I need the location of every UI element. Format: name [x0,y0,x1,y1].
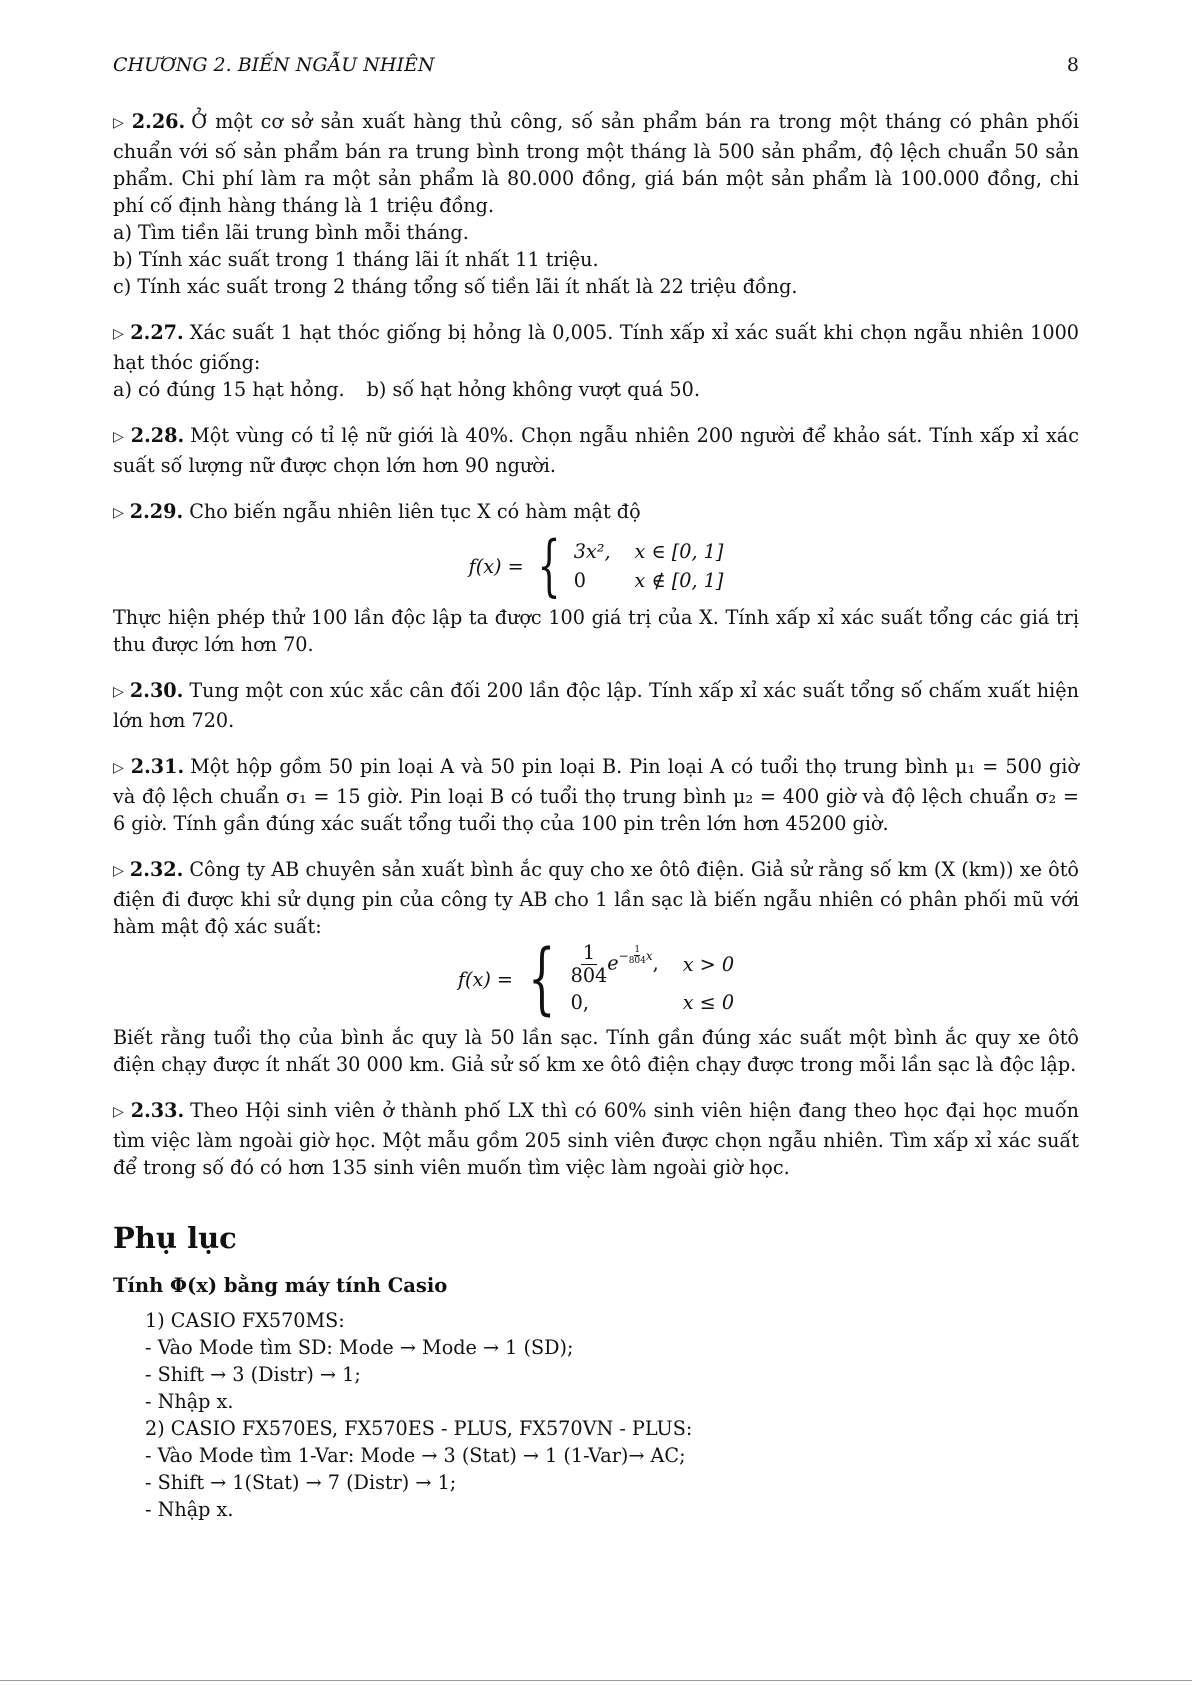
exercise-part-a: a) có đúng 15 hạt hỏng. [113,378,345,401]
step-line: - Vào Mode tìm 1-Var: Mode → 3 (Stat) → 1 (1-Var)→ AC; [145,1444,686,1467]
step-line: 1) CASIO FX570MS: [145,1309,345,1332]
case-2-cond: x ∉ [0, 1] [634,569,724,592]
step-line: - Shift → 3 (Distr) → 1; [145,1363,361,1386]
exercise-body: Một vùng có tỉ lệ nữ giới là 40%. Chọn ngẫu nhiên 200 người để khảo sát. Tính xấp xỉ xác suất số lượng nữ được chọn lớn hơn 90 người. [113,424,1079,477]
page-number: 8 [1066,54,1079,76]
case-1-expr: 3x², [573,540,611,563]
exercise-parts [113,376,1079,403]
fraction-numerator: 1 [582,941,596,964]
triangle-right-icon: ▷ [113,684,124,700]
chapter-title: CHƯƠNG 2. BIẾN NGẪU NHIÊN [113,54,435,76]
exp-fraction-den: 804 [628,955,646,966]
exercise-2-31 [113,753,1079,837]
appendix-subheading: Tính Φ(x) bằng máy tính Casio [113,1274,448,1297]
exercise-2-27 [113,319,1079,403]
appendix-heading: Phụ lục [113,1221,237,1255]
formula-lhs: f(x) = [457,967,513,991]
case-1-expr [571,942,659,987]
exercise-body: Xác suất 1 hạt thóc giống bị hỏng là 0,005. Tính xấp xỉ xác suất khi chọn ngẫu nhiên 1000 hạt thóc giống: [113,321,1079,374]
step-line: - Nhập x. [145,1498,234,1521]
exercise-number: 2.28. [130,424,185,447]
exp-fraction-num: 1 [634,944,641,955]
triangle-right-icon: ▷ [113,1104,125,1120]
exercise-continuation: Biết rằng tuổi thọ của bình ắc quy là 50 lần sạc. Tính gần đúng xác suất một bình ắc quy xe ôtô điện chạy được ít nhất 30 000 km. Giả sử số km xe ôtô điện chạy được trong mỗi lần sạc là độc lập. [113,1026,1079,1076]
exp-minus: − [618,948,629,963]
case-2-cond: x ≤ 0 [682,991,735,1014]
triangle-right-icon: ▷ [113,505,124,521]
casio-steps [145,1307,1079,1523]
document-page [113,52,1079,1523]
case-2-expr: 0, [570,991,589,1014]
exercise-2-26 [113,108,1079,300]
exercise-number: 2.30. [129,679,184,702]
fraction [571,942,608,987]
exp-base: e [607,951,619,975]
fraction-denominator: 804 [570,964,608,987]
exercise-part-c: c) Tính xác suất trong 2 tháng tổng số tiền lãi ít nhất là 22 triệu đồng. [113,275,798,298]
exercise-number: 2.27. [130,321,184,344]
exercise-body: Tung một con xúc xắc cân đối 200 lần độc lập. Tính xấp xỉ xác suất tổng số chấm xuất hiện lớn hơn 720. [113,679,1079,732]
exercise-2-28 [113,422,1079,479]
formula-cases [571,942,734,1016]
density-formula [113,527,1079,604]
triangle-right-icon: ▷ [113,863,124,879]
exercise-2-32 [113,856,1079,1078]
step-line: - Nhập x. [145,1390,234,1413]
left-brace-icon: { [528,934,556,1024]
page-bottom-rule [0,1680,1192,1681]
triangle-right-icon: ▷ [113,115,126,131]
formula-lhs: f(x) = [468,554,524,578]
exp-var: x [645,948,653,963]
exponent [618,944,653,966]
exercise-2-33 [113,1097,1079,1181]
exercise-body: Theo Hội sinh viên ở thành phố LX thì có 60% sinh viên hiện đang theo học đại học muốn tìm việc làm ngoài giờ học. Một mẫu gồm 205 sinh viên được chọn ngẫu nhiên. Tìm xấp xỉ xác suất để trong số đó có hơn 135 sinh viên muốn tìm việc làm ngoài giờ học. [113,1099,1079,1179]
exercise-number: 2.29. [129,500,184,523]
exercise-2-30 [113,677,1079,734]
exercise-part-b: b) số hạt hỏng không vượt quá 50. [366,378,700,401]
exercise-2-29 [113,498,1079,658]
step-line: - Shift → 1(Stat) → 7 (Distr) → 1; [145,1471,457,1494]
triangle-right-icon: ▷ [113,429,125,445]
exercise-body: Ở một cơ sở sản xuất hàng thủ công, số sản phẩm bán ra trong một tháng có phân phối chuẩn với số sản phẩm bán ra trung bình trong một tháng là 500 sản phẩm, độ lệch chuẩn 50 sản phẩm. Chi phí làm ra một sản phẩm là 80.000 đồng, giá bán một sản phẩm là 100.000 đồng, chi phí cố định hàng tháng là 1 triệu đồng. [113,110,1079,217]
triangle-right-icon: ▷ [113,760,125,776]
step-line: - Vào Mode tìm SD: Mode → Mode → 1 (SD); [145,1336,574,1359]
exp-fraction [629,945,646,966]
exercise-continuation: Thực hiện phép thử 100 lần độc lập ta được 100 giá trị của X. Tính xấp xỉ xác suất tổng các giá trị thu được lớn hơn 70. [113,606,1079,656]
triangle-right-icon: ▷ [113,326,125,342]
exercise-number: 2.32. [129,858,184,881]
exercise-part-a: a) Tìm tiền lãi trung bình mỗi tháng. [113,221,469,244]
exercise-number: 2.31. [130,755,185,778]
exercise-body: Cho biến ngẫu nhiên liên tục X có hàm mật độ [189,500,641,523]
exponential-density-formula [113,934,1079,1024]
case-1-cond: x > 0 [682,953,735,976]
step-line: 2) CASIO FX570ES, FX570ES - PLUS, FX570VN - PLUS: [145,1417,693,1440]
page-header [113,52,1079,80]
exercise-body: Công ty AB chuyên sản xuất bình ắc quy cho xe ôtô điện. Giả sử rằng số km (X (km)) xe ôtô điện đi được khi sử dụng pin của công ty AB cho 1 lần sạc là biến ngẫu nhiên có phân phối mũ với hàm mật độ xác suất: [113,858,1079,938]
case-2-expr: 0 [573,569,586,592]
formula-cases [574,538,724,594]
exercise-number: 2.33. [130,1099,185,1122]
exercise-number: 2.26. [131,110,186,133]
left-brace-icon: { [537,527,561,604]
case-1-comma: , [652,951,659,975]
case-1-cond: x ∈ [0, 1] [634,540,724,563]
exercise-body: Một hộp gồm 50 pin loại A và 50 pin loại B. Pin loại A có tuổi thọ trung bình μ₁ = 500 giờ và độ lệch chuẩn σ₁ = 15 giờ. Pin loại B có tuổi thọ trung bình μ₂ = 400 giờ và độ lệch chuẩn σ₂ = 6 giờ. Tính gần đúng xác suất tổng tuổi thọ của 100 pin trên lớn hơn 45200 giờ. [113,755,1079,835]
exercise-part-b: b) Tính xác suất trong 1 tháng lãi ít nhất 11 triệu. [113,248,599,271]
